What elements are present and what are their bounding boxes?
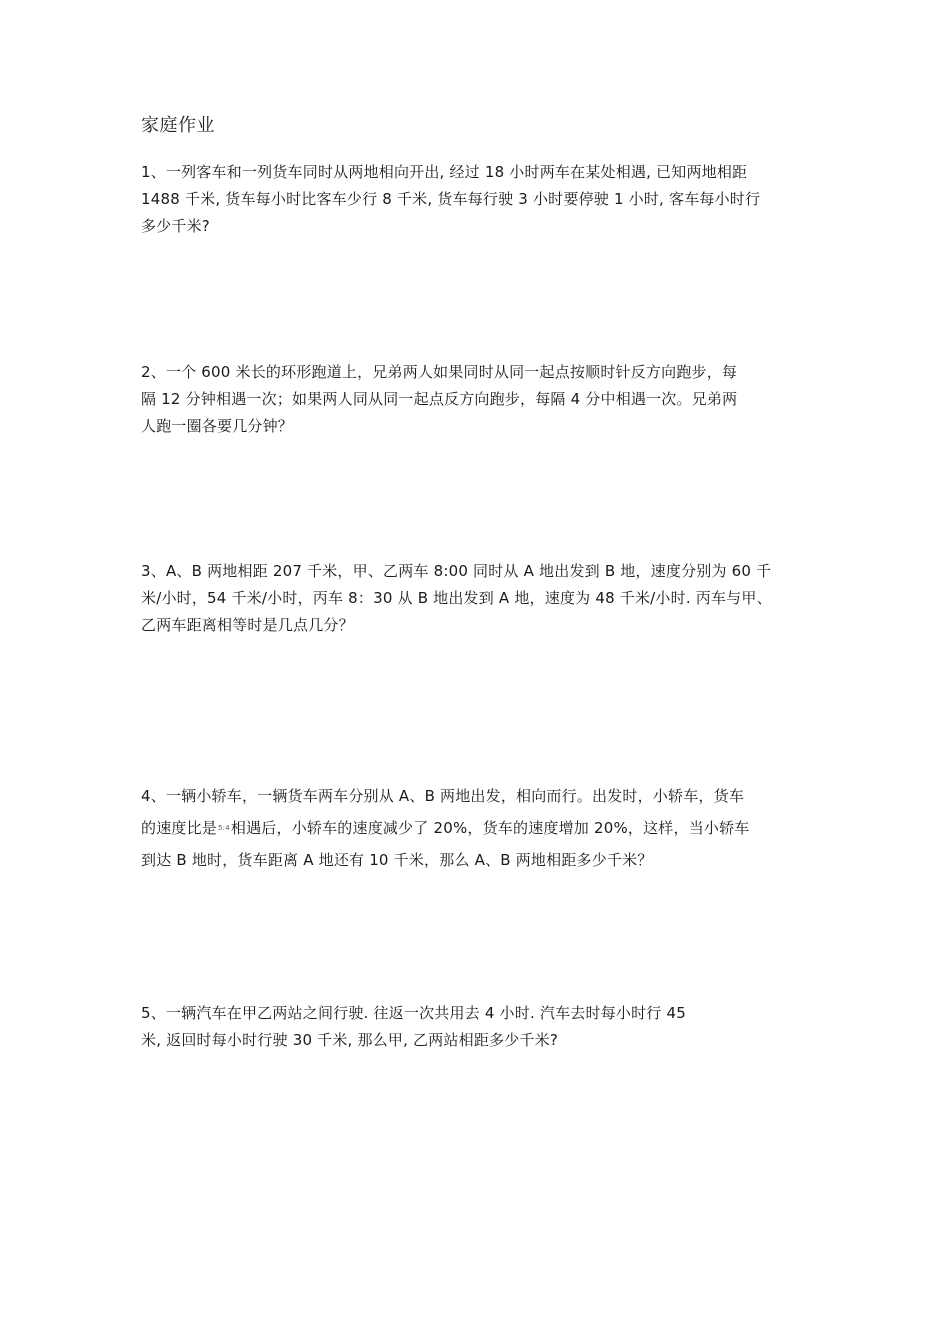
problem-1-line-1: 1、一列客车和一列货车同时从两地相向开出, 经过 18 小时两车在某处相遇, 已知两地相距 [141, 163, 748, 181]
problem-3 [141, 558, 821, 639]
problem-5 [141, 1000, 821, 1054]
problem-4-line-2 [141, 812, 821, 844]
problem-2-line-1: 2、一个 600 米长的环形跑道上，兄弟两人如果同时从同一起点按顺时针反方向跑步，每 [141, 363, 738, 381]
page-title: 家庭作业 [141, 115, 215, 136]
problem-4-line-3: 到达 B 地时，货车距离 A 地还有 10 千米，那么 A、B 两地相距多少千米？ [141, 851, 653, 869]
problem-3-line-1: 3、A、B 两地相距 207 千米，甲、乙两车 8:00 同时从 A 地出发到 B 地，速度分别为 60 千 [141, 562, 772, 580]
speed-ratio: 5:4 [218, 824, 230, 832]
problem-5-line-2: 米, 返回时每小时行驶 30 千米, 那么甲, 乙两站相距多少千米? [141, 1031, 558, 1049]
problem-4-line-2-start: 的速度比是 [141, 819, 218, 837]
problem-1-line-3: 多少千米? [141, 217, 210, 235]
problem-1-line-2: 1488 千米, 货车每小时比客车少行 8 千米, 货车每行驶 3 小时要停驶 1 小时, 客车每小时行 [141, 190, 761, 208]
problem-4 [141, 780, 821, 876]
problem-2-line-3: 人跑一圈各要几分钟？ [141, 417, 294, 435]
problem-2-line-2: 隔 12 分钟相遇一次；如果两人同从同一起点反方向跑步，每隔 4 分中相遇一次。兄弟两 [141, 390, 738, 408]
problem-3-line-2: 米/小时，54 千米/小时，丙车 8：30 从 B 地出发到 A 地，速度为 48 千米/小时. 丙车与甲、 [141, 589, 772, 607]
problem-5-line-1: 5、一辆汽车在甲乙两站之间行驶. 往返一次共用去 4 小时. 汽车去时每小时行 45 [141, 1004, 686, 1022]
problem-4-line-1: 4、一辆小轿车，一辆货车两车分别从 A、B 两地出发，相向而行。出发时，小轿车，货车 [141, 787, 745, 805]
problem-4-line-2-end: 相遇后，小轿车的速度减少了 20%，货车的速度增加 20%，这样，当小轿车 [230, 819, 750, 837]
problem-2 [141, 359, 821, 440]
problem-1 [141, 159, 821, 240]
problem-3-line-3: 乙两车距离相等时是几点几分？ [141, 616, 354, 634]
